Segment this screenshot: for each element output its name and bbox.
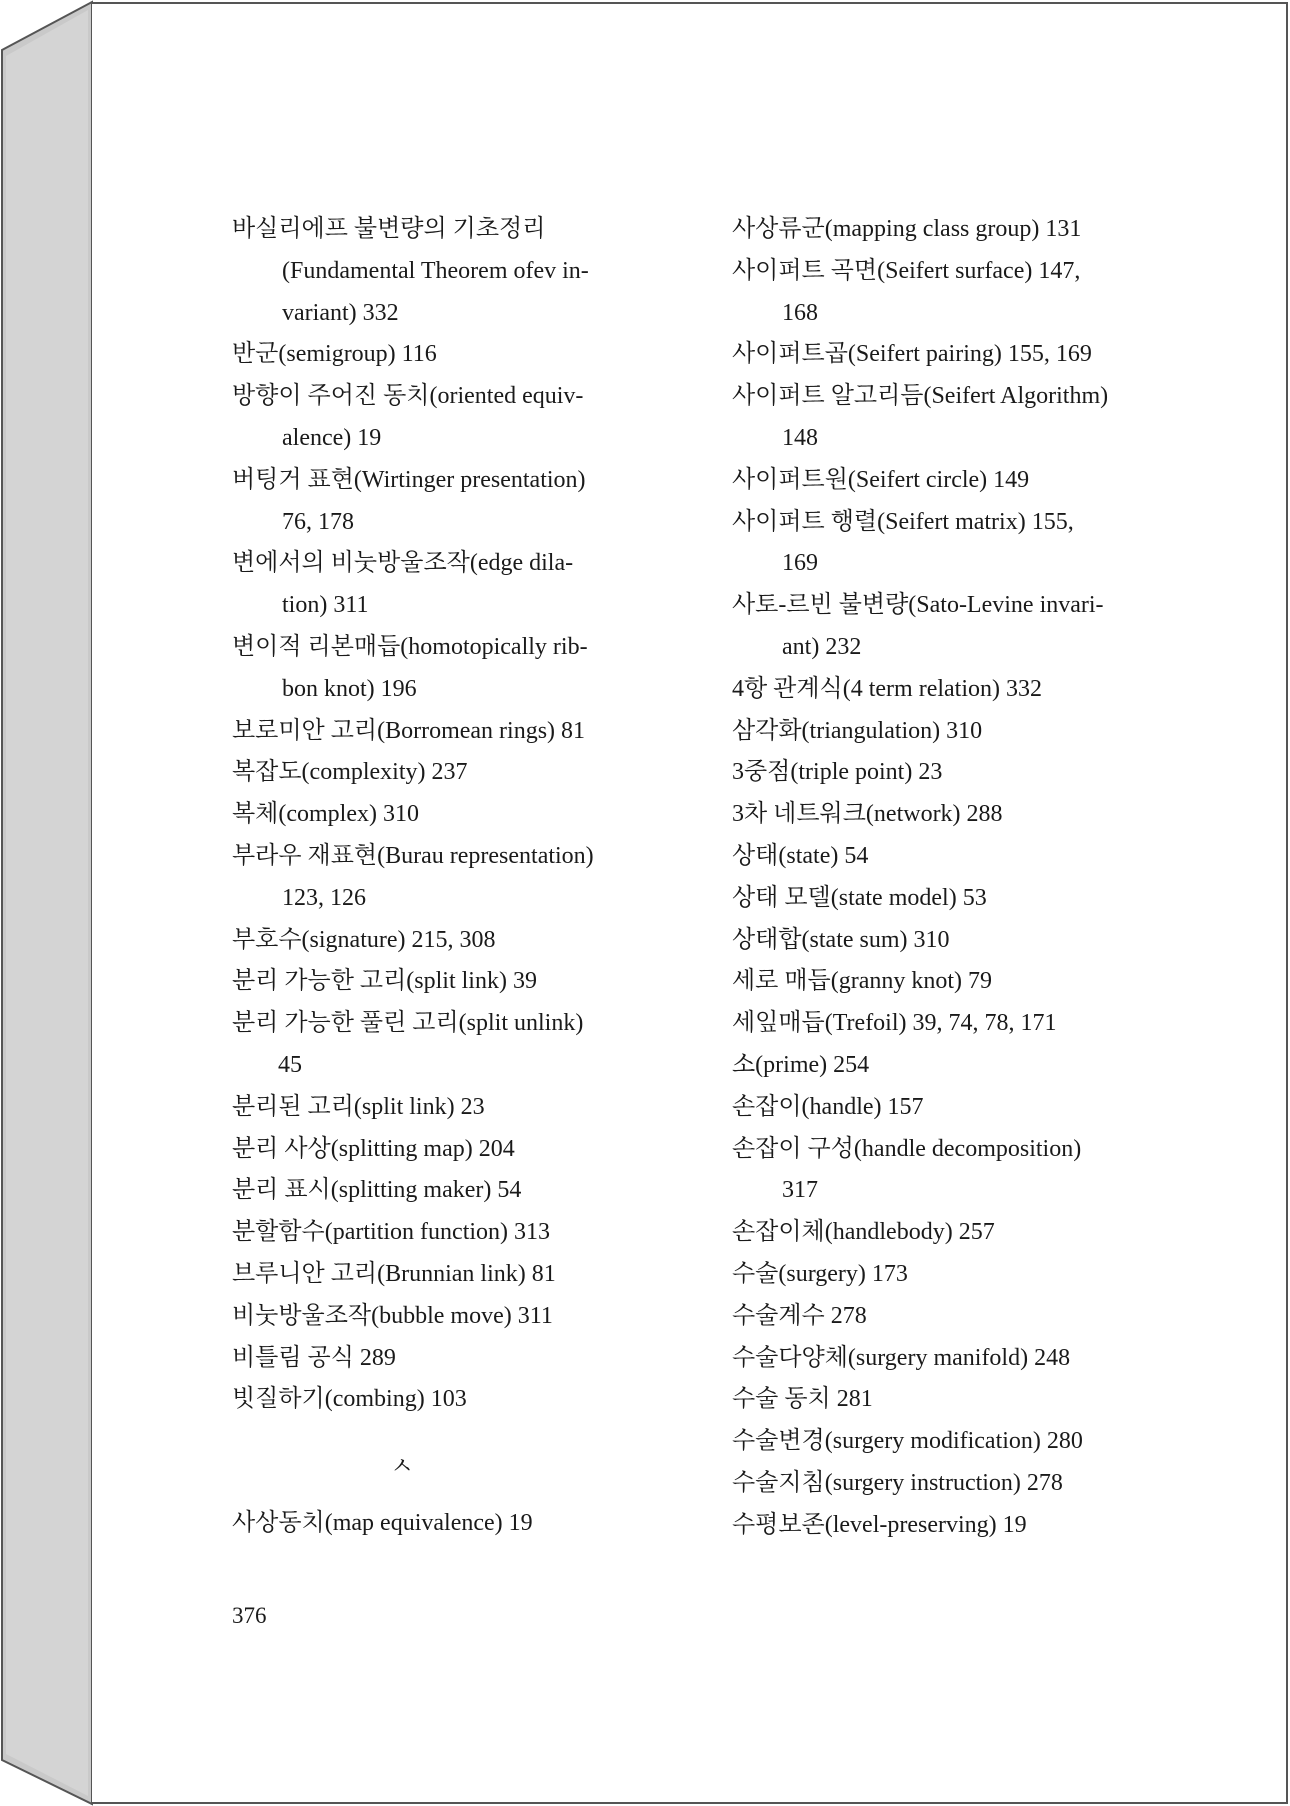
- index-entry-continuation: ant) 232: [782, 633, 862, 660]
- index-entry-line: 부라우 재표현(Burau representation): [232, 842, 594, 869]
- index-page: [92, 2, 1288, 1804]
- index-entry-line: 비틀림 공식 289: [232, 1344, 396, 1371]
- page-number: 376: [232, 1603, 267, 1628]
- index-entry: [232, 836, 712, 920]
- index-entry-continuation: 169: [782, 550, 818, 577]
- index-entry: [232, 752, 712, 794]
- index-entry-continuation: alence) 19: [282, 424, 382, 451]
- index-entry-line: 손잡이체(handlebody) 257: [732, 1219, 995, 1246]
- index-entry-line: 바실리에프 불변량의 기초정리: [232, 216, 546, 242]
- index-entry-line: 부호수(signature) 215, 308: [232, 926, 496, 953]
- index-entry-line: 분할함수(partition function) 313: [232, 1219, 551, 1246]
- index-entry-line: 3차 네트워크(network) 288: [732, 801, 1003, 828]
- left-index-column: [232, 209, 712, 1545]
- index-entry: [732, 878, 1272, 920]
- index-entry-line: 사상류군(mapping class group) 131: [732, 216, 1082, 242]
- index-entry: [232, 1296, 712, 1338]
- index-entry-line: 수술변경(surgery modification) 280: [732, 1428, 1083, 1455]
- index-entry-line: 손잡이(handle) 157: [732, 1093, 924, 1120]
- index-entry: [232, 1087, 712, 1129]
- index-entry-line: 사상동치(map equivalence) 19: [232, 1509, 533, 1536]
- index-entry-line: 비눗방울조작(bubble move) 311: [232, 1302, 553, 1329]
- index-entry: [732, 1421, 1272, 1463]
- index-entry: [732, 585, 1272, 669]
- index-entry: [232, 711, 712, 753]
- index-entry: [232, 460, 712, 544]
- index-entry-line: 수술다양체(surgery manifold) 248: [732, 1344, 1071, 1371]
- index-entry-line: 방향이 주어진 동치(oriented equiv-: [232, 383, 584, 410]
- index-entry-line: 상태합(state sum) 310: [732, 926, 950, 953]
- index-entry-line: 반군(semigroup) 116: [232, 341, 437, 368]
- index-entry: [232, 1170, 712, 1212]
- index-entry-line: 분리된 고리(split link) 23: [232, 1093, 485, 1120]
- index-entry-line: 세잎매듭(Trefoil) 39, 74, 78, 171: [732, 1010, 1057, 1037]
- index-entry: [232, 209, 712, 334]
- index-entry: [732, 502, 1272, 586]
- index-entry: [232, 334, 712, 376]
- index-entry-line: 수술지침(surgery instruction) 278: [732, 1469, 1063, 1496]
- index-entry: [232, 920, 712, 962]
- index-entry: [232, 794, 712, 836]
- index-entry-line: 수술 동치 281: [732, 1386, 873, 1413]
- index-entry: [232, 1212, 712, 1254]
- index-entry: [732, 1505, 1272, 1547]
- index-entry-continuation: 123, 126: [282, 884, 366, 911]
- index-entry: [732, 1254, 1272, 1296]
- index-entry-line: 분리 표시(splitting maker) 54: [232, 1177, 522, 1204]
- index-entry: [232, 376, 712, 460]
- index-entry-line: 빗질하기(combing) 103: [232, 1386, 467, 1413]
- index-entry-line: 변이적 리본매듭(homotopically rib-: [232, 633, 588, 660]
- index-entry: [732, 794, 1272, 836]
- index-entry-line: 분리 가능한 풀린 고리(split unlink): [232, 1010, 584, 1037]
- index-entry: [732, 334, 1272, 376]
- index-entry: [732, 251, 1272, 335]
- index-entry-line: 사이퍼트곱(Seifert pairing) 155, 169: [732, 341, 1092, 368]
- index-entry-line: 사이퍼트 행렬(Seifert matrix) 155,: [732, 508, 1074, 535]
- index-entry-line: 상태 모델(state model) 53: [732, 884, 987, 911]
- index-entry-line: 삼각화(triangulation) 310: [732, 717, 983, 744]
- index-entry-continuation: bon knot) 196: [282, 675, 417, 702]
- index-entry: [232, 1254, 712, 1296]
- index-entry: [732, 1045, 1272, 1087]
- index-entry-continuation: 148: [782, 424, 818, 451]
- index-entry-line: 분리 가능한 고리(split link) 39: [232, 968, 537, 995]
- index-entry: [732, 752, 1272, 794]
- index-entry: [732, 460, 1272, 502]
- index-entry: [732, 836, 1272, 878]
- index-entry: [732, 1296, 1272, 1338]
- index-entry-line: 소(prime) 254: [732, 1051, 870, 1078]
- index-entry-line: 복잡도(complexity) 237: [232, 759, 468, 786]
- index-entry-continuation: (Fundamental Theorem ofev in-: [282, 257, 589, 284]
- index-entry-line: 사이퍼트 알고리듬(Seifert Algorithm): [732, 383, 1109, 410]
- index-entry: [732, 1129, 1272, 1213]
- index-entry-continuation: tion) 311: [282, 592, 369, 619]
- index-entry-continuation: 317: [782, 1177, 818, 1204]
- index-entry: [732, 1338, 1272, 1380]
- index-entry: [732, 376, 1272, 460]
- index-entry: [732, 961, 1272, 1003]
- index-entry-line: 브루니안 고리(Brunnian link) 81: [232, 1260, 556, 1287]
- index-entry-line: 세로 매듭(granny knot) 79: [732, 968, 993, 995]
- index-entry: [232, 961, 712, 1003]
- index-entry: [732, 1212, 1272, 1254]
- index-entry: [732, 209, 1272, 251]
- index-entry-line: 변에서의 비눗방울조작(edge dila-: [232, 550, 574, 577]
- index-entry: [732, 1463, 1272, 1505]
- index-entry: [232, 627, 712, 711]
- index-entry-line: 사이퍼트원(Seifert circle) 149: [732, 466, 1030, 493]
- index-entry-line: 상태(state) 54: [732, 842, 869, 869]
- right-index-column: [732, 209, 1272, 1547]
- section-heading: ㅅ: [390, 1454, 414, 1481]
- index-entry: [732, 1087, 1272, 1129]
- index-entry-continuation: variant) 332: [282, 299, 399, 326]
- index-entry-continuation: 168: [782, 299, 818, 326]
- index-entry: [232, 1379, 712, 1421]
- index-entry: [232, 1338, 712, 1380]
- index-entry: [232, 1503, 712, 1545]
- index-entry: [232, 1003, 712, 1087]
- index-entry: [232, 543, 712, 627]
- index-entry-line: 수평보존(level-preserving) 19: [732, 1511, 1027, 1538]
- index-entry-line: 사이퍼트 곡면(Seifert surface) 147,: [732, 257, 1081, 284]
- index-entry-line: 3중점(triple point) 23: [732, 759, 943, 786]
- index-entry-continuation: 45: [278, 1051, 302, 1078]
- index-entry: [732, 1003, 1272, 1045]
- index-entry: [232, 1129, 712, 1171]
- index-entry: [732, 1379, 1272, 1421]
- index-entry-line: 분리 사상(splitting map) 204: [232, 1135, 515, 1162]
- index-entry-line: 손잡이 구성(handle decomposition): [732, 1135, 1082, 1162]
- index-entry-line: 버팅거 표현(Wirtinger presentation): [232, 466, 586, 493]
- book-spine: [0, 0, 96, 1806]
- index-entry-line: 수술(surgery) 173: [732, 1260, 908, 1287]
- index-entry-line: 4항 관계식(4 term relation) 332: [732, 675, 1043, 702]
- index-entry-line: 보로미안 고리(Borromean rings) 81: [232, 717, 586, 744]
- index-entry-line: 수술계수 278: [732, 1302, 867, 1329]
- index-entry: [732, 711, 1272, 753]
- index-entry-continuation: 76, 178: [282, 508, 354, 535]
- index-entry-line: 복체(complex) 310: [232, 801, 419, 828]
- index-entry: [732, 669, 1272, 711]
- index-entry: [732, 920, 1272, 962]
- index-entry-line: 사토-르빈 불변량(Sato-Levine invari-: [732, 592, 1104, 619]
